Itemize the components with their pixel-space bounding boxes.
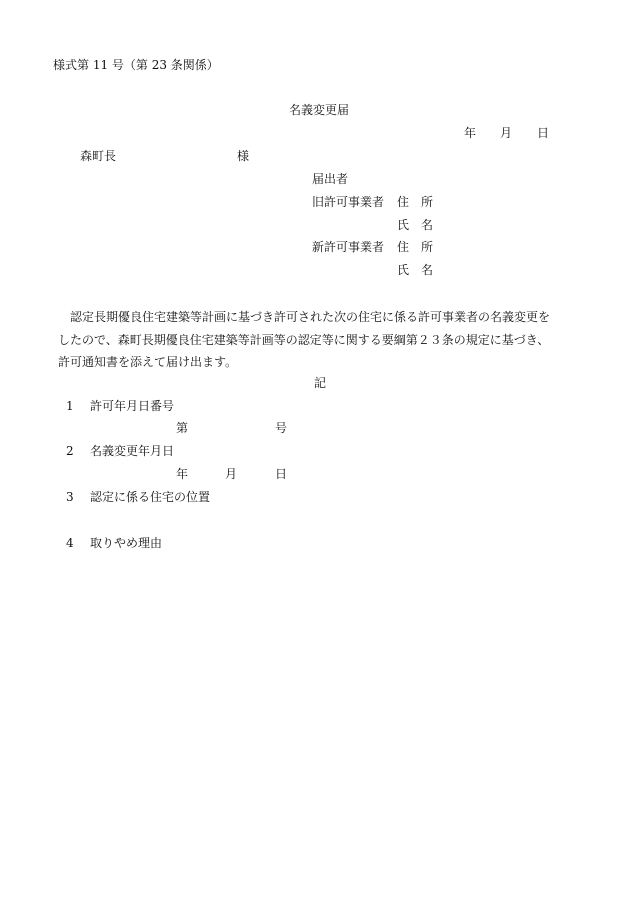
item-number: 1	[66, 399, 74, 413]
body-line-2: したので、森町長期優良住宅建築等計画等の認定等に関する要綱第２３条の規定に基づき、	[58, 332, 550, 347]
item-label: 名義変更年月日	[90, 444, 175, 458]
date-month-label: 月	[500, 126, 513, 140]
permit-number-suffix: 号	[275, 421, 288, 435]
new-holder-label: 新許可事業者	[312, 240, 385, 254]
body-line-3: 許可通知書を添えて届け出ます。	[58, 355, 238, 369]
new-holder-name-label: 氏 名	[397, 263, 434, 277]
item-number: 4	[66, 536, 74, 550]
ki-marker: 記	[314, 376, 327, 390]
body-line-1: 認定長期優良住宅建築等計画に基づき許可された次の住宅に係る許可事業者の名義変更を	[58, 310, 551, 324]
change-date-month-label: 月	[225, 467, 238, 481]
item-number: 3	[66, 490, 74, 504]
permit-number-prefix: 第	[176, 421, 189, 435]
date-day-label: 日	[537, 126, 550, 140]
old-holder-address-label: 住 所	[397, 195, 434, 209]
change-date-day-label: 日	[275, 467, 288, 481]
old-holder-label: 旧許可事業者	[312, 195, 385, 209]
form-number: 様式第 11 号（第 23 条関係）	[53, 58, 219, 72]
addressee-honorific: 様	[237, 149, 250, 163]
item-number: 2	[66, 444, 74, 458]
item-label: 取りやめ理由	[90, 536, 163, 550]
applicant-label: 届出者	[312, 172, 349, 186]
document-title: 名義変更届	[289, 103, 350, 117]
item-label: 許可年月日番号	[90, 399, 175, 413]
item-label: 認定に係る住宅の位置	[90, 490, 211, 504]
new-holder-address-label: 住 所	[397, 240, 434, 254]
addressee-name: 森町長	[80, 149, 117, 163]
date-year-label: 年	[464, 126, 477, 140]
body-paragraph	[58, 306, 588, 374]
old-holder-name-label: 氏 名	[397, 218, 434, 232]
change-date-year-label: 年	[176, 467, 189, 481]
